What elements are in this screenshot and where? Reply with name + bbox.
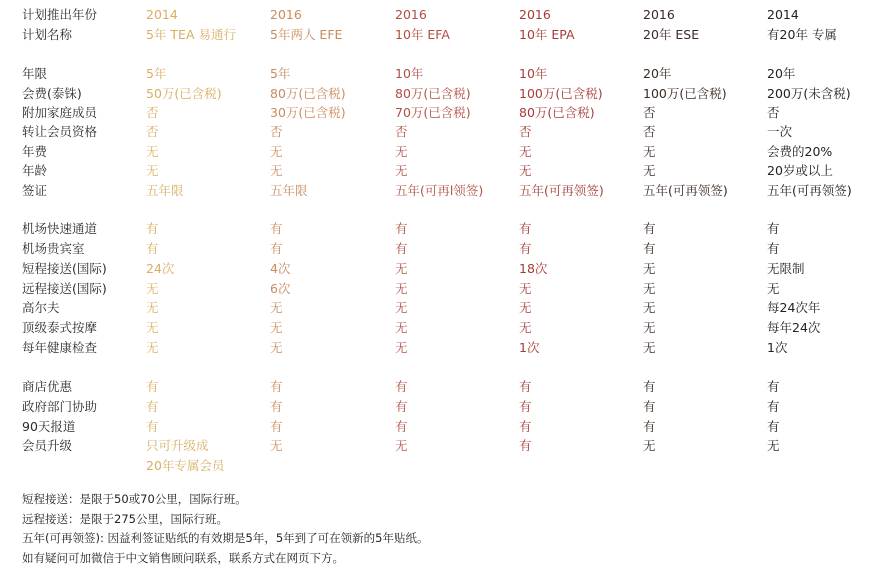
table-cell: 否 (146, 103, 159, 122)
table-cell: 有 (519, 397, 532, 416)
table-cell: 有 (395, 377, 408, 396)
table-row (0, 122, 893, 141)
row-label: 年龄 (22, 161, 47, 180)
table-cell: 有 (519, 219, 532, 238)
table-cell: 否 (519, 122, 532, 141)
table-cell: 无 (519, 161, 532, 180)
table-cell: 5年 (146, 64, 166, 83)
table-cell: 无 (643, 436, 656, 455)
table-cell: 一次 (767, 122, 792, 141)
table-cell: 有 (395, 239, 408, 258)
table-cell: 有 (146, 239, 159, 258)
table-row (0, 84, 893, 103)
table-cell: 有 (643, 239, 656, 258)
table-cell: 2014 (146, 5, 178, 24)
table-cell: 否 (395, 122, 408, 141)
row-label: 商店优惠 (22, 377, 72, 396)
table-cell: 否 (643, 103, 656, 122)
table-cell: 有 (270, 417, 283, 436)
table-cell: 无 (146, 161, 159, 180)
table-cell: 有 (767, 239, 780, 258)
table-cell: 无 (395, 279, 408, 298)
table-cell: 有 (519, 377, 532, 396)
table-cell: 20年 ESE (643, 25, 699, 44)
table-cell: 无 (643, 259, 656, 278)
table-cell: 有 (519, 417, 532, 436)
table-cell: 有 (767, 417, 780, 436)
table-cell: 有 (395, 397, 408, 416)
table-cell: 80万(已含税) (395, 84, 471, 103)
table-cell: 无 (519, 318, 532, 337)
table-cell: 有 (270, 397, 283, 416)
table-cell: 有20年 专属 (767, 25, 837, 44)
table-cell: 无 (395, 161, 408, 180)
table-cell: 18次 (519, 259, 547, 278)
table-cell: 无 (643, 298, 656, 317)
table-cell: 有 (519, 436, 532, 455)
table-row (0, 25, 893, 44)
table-cell: 无 (643, 318, 656, 337)
table-cell: 无 (643, 338, 656, 357)
table-cell: 有 (643, 377, 656, 396)
table-cell: 有 (767, 219, 780, 238)
table-row (0, 239, 893, 258)
table-cell: 有 (643, 417, 656, 436)
table-cell: 10年 (395, 64, 423, 83)
table-cell: 有 (767, 377, 780, 396)
row-label: 顶级泰式按摩 (22, 318, 97, 337)
table-cell: 100万(已含税) (519, 84, 603, 103)
row-label: 年限 (22, 64, 47, 83)
table-cell: 80万(已含税) (519, 103, 595, 122)
row-label: 机场贵宾室 (22, 239, 85, 258)
table-cell: 无 (767, 436, 780, 455)
footnote-contact: 如有疑问可加微信于中文销售顾问联系，联系方式在网页下方。 (22, 549, 882, 568)
table-cell: 20年 (643, 64, 671, 83)
row-label: 每年健康检查 (22, 338, 97, 357)
row-label: 政府部门协助 (22, 397, 97, 416)
table-cell: 只可升级成 (146, 436, 209, 455)
table-cell: 24次 (146, 259, 174, 278)
table-cell: 五年(可再领签) (519, 181, 604, 200)
table-cell: 有 (270, 219, 283, 238)
row-label: 转让会员资格 (22, 122, 97, 141)
row-label: 远程接送(国际) (22, 279, 107, 298)
table-cell: 无 (270, 298, 283, 317)
table-cell: 无限制 (767, 259, 805, 278)
table-row (0, 298, 893, 317)
table-cell: 5年 TEA 易通行 (146, 25, 236, 44)
table-cell: 200万(未含税) (767, 84, 851, 103)
table-cell: 无 (146, 279, 159, 298)
table-cell: 有 (146, 397, 159, 416)
table-row (0, 64, 893, 83)
row-label: 短程接送(国际) (22, 259, 107, 278)
table-cell: 无 (146, 318, 159, 337)
table-row (0, 5, 893, 24)
table-cell: 有 (767, 397, 780, 416)
table-cell: 有 (146, 377, 159, 396)
table-cell: 否 (270, 122, 283, 141)
table-cell: 无 (270, 142, 283, 161)
table-cell: 100万(已含税) (643, 84, 727, 103)
table-cell: 有 (395, 417, 408, 436)
table-cell: 五年(可再l领签) (395, 181, 483, 200)
table-cell: 无 (395, 142, 408, 161)
table-cell: 无 (146, 338, 159, 357)
table-cell: 6次 (270, 279, 290, 298)
table-cell: 五年限 (146, 181, 184, 200)
table-row (0, 456, 893, 475)
table-cell: 无 (395, 436, 408, 455)
row-label: 计划名称 (22, 25, 72, 44)
table-row (0, 436, 893, 455)
table-cell: 无 (270, 318, 283, 337)
row-label: 计划推出年份 (22, 5, 97, 24)
table-cell: 2014 (767, 5, 799, 24)
row-label: 签证 (22, 181, 47, 200)
table-cell: 无 (767, 279, 780, 298)
table-cell: 20年 (767, 64, 795, 83)
table-cell: 30万(已含税) (270, 103, 346, 122)
table-cell: 10年 EFA (395, 25, 450, 44)
table-cell: 否 (146, 122, 159, 141)
table-cell: 5年 (270, 64, 290, 83)
table-cell: 无 (519, 279, 532, 298)
table-cell: 2016 (643, 5, 675, 24)
footnote-visa: 五年(可再领签): 因益利签证贴纸的有效期是5年，5年到了可在领新的5年贴纸。 (22, 529, 882, 549)
row-label: 会费(泰铢) (22, 84, 82, 103)
table-cell: 有 (270, 239, 283, 258)
row-label: 会员升级 (22, 436, 72, 455)
row-label: 附加家庭成员 (22, 103, 97, 122)
table-cell: 20年专属会员 (146, 456, 224, 475)
table-cell: 无 (643, 279, 656, 298)
table-cell: 2016 (519, 5, 551, 24)
table-cell: 五年限 (270, 181, 308, 200)
row-label: 年费 (22, 142, 47, 161)
table-cell: 无 (519, 298, 532, 317)
table-cell: 无 (270, 338, 283, 357)
table-cell: 有 (146, 417, 159, 436)
table-cell: 无 (643, 161, 656, 180)
row-label: 机场快速通道 (22, 219, 97, 238)
table-cell: 有 (519, 239, 532, 258)
table-row (0, 397, 893, 416)
table-row (0, 318, 893, 337)
table-cell: 2016 (270, 5, 302, 24)
footnote-short-transfer: 短程接送：是限于50或70公里，国际行班。 (22, 490, 882, 510)
table-cell: 有 (146, 219, 159, 238)
table-row (0, 103, 893, 122)
table-cell: 每年24次 (767, 318, 820, 337)
row-label: 高尔夫 (22, 298, 60, 317)
table-cell: 10年 EPA (519, 25, 575, 44)
table-cell: 无 (395, 298, 408, 317)
table-cell: 无 (270, 436, 283, 455)
table-row (0, 338, 893, 357)
table-cell: 否 (643, 122, 656, 141)
table-cell: 70万(已含税) (395, 103, 471, 122)
table-row (0, 161, 893, 180)
table-cell: 无 (395, 338, 408, 357)
table-cell: 无 (270, 161, 283, 180)
table-cell: 有 (643, 397, 656, 416)
footnotes (22, 490, 882, 568)
table-cell: 50万(已含税) (146, 84, 222, 103)
table-row (0, 181, 893, 200)
table-cell: 无 (643, 142, 656, 161)
table-cell: 4次 (270, 259, 290, 278)
table-cell: 无 (519, 142, 532, 161)
table-cell: 五年(可再领签) (767, 181, 852, 200)
table-cell: 无 (395, 318, 408, 337)
table-row (0, 142, 893, 161)
table-cell: 否 (767, 103, 780, 122)
table-cell: 2016 (395, 5, 427, 24)
table-cell: 会费的20% (767, 142, 832, 161)
table-cell: 10年 (519, 64, 547, 83)
table-row (0, 279, 893, 298)
table-cell: 有 (643, 219, 656, 238)
table-cell: 无 (395, 259, 408, 278)
table-row (0, 417, 893, 436)
table-cell: 无 (146, 142, 159, 161)
table-cell: 五年(可再领签) (643, 181, 728, 200)
table-row (0, 377, 893, 396)
table-cell: 5年两人 EFE (270, 25, 342, 44)
table-row (0, 219, 893, 238)
table-cell: 有 (270, 377, 283, 396)
table-cell: 1次 (519, 338, 539, 357)
table-row (0, 259, 893, 278)
table-cell: 1次 (767, 338, 787, 357)
row-label: 90天报道 (22, 417, 75, 436)
table-cell: 20岁或以上 (767, 161, 833, 180)
table-cell: 有 (395, 219, 408, 238)
table-cell: 每24次年 (767, 298, 820, 317)
footnote-long-transfer: 远程接送：是限于275公里，国际行班。 (22, 510, 882, 530)
table-cell: 无 (146, 298, 159, 317)
table-cell: 80万(已含税) (270, 84, 346, 103)
